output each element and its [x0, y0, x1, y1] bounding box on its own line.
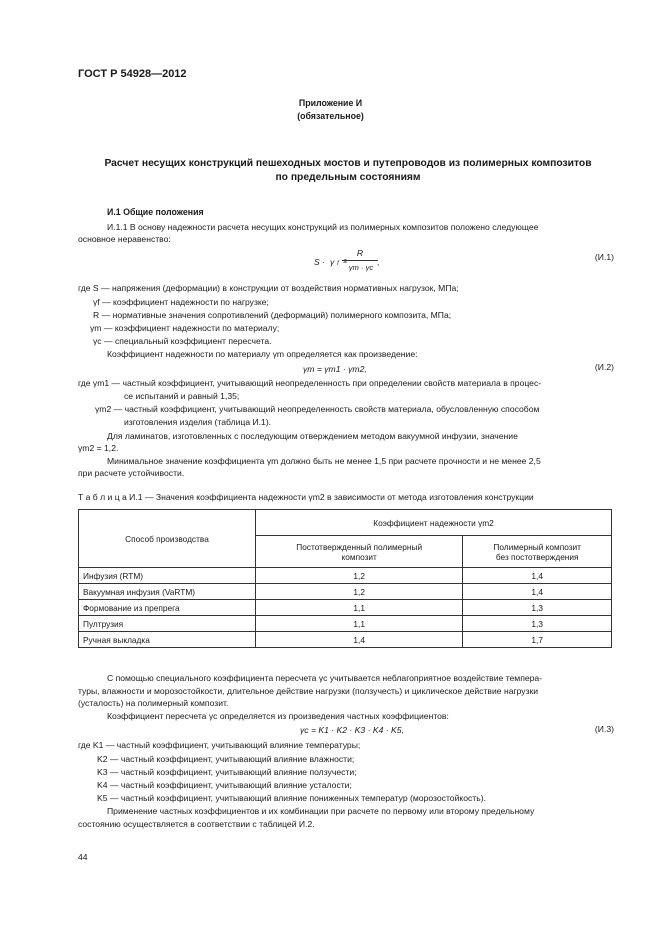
paragraph-line: С помощью специального коэффициента пересчета γc учитывается неблагоприятное воздействие темпера-: [107, 673, 543, 683]
def-line: γc — специальный коэффициент пересчета.: [93, 336, 272, 346]
table-row: Вакуумная инфузия (VaRTM) 1,2 1,4: [79, 584, 612, 600]
def-line: где K1 — частный коэффициент, учитывающий влияние температуры;: [78, 740, 361, 750]
appendix-status: (обязательное): [297, 111, 364, 121]
def-line: K5 — частный коэффициент, учитывающий влияние пониженных температур (морозостойкость).: [97, 793, 486, 803]
paragraph-line: при расчете устойчивости.: [78, 468, 185, 478]
header-col-no-postcure: Полимерный композит без постотверждения: [463, 536, 612, 568]
def-line: γf — коэффициент надежности по нагрузке;: [93, 297, 269, 307]
eq1-sub-f: f: [337, 260, 339, 267]
paragraph-line: туры, влажности и морозостойкости, длительное действие нагрузки (ползучесть) и циклическое действие нагрузки: [78, 686, 539, 696]
def-line: R — нормативные значения сопротивлений (деформаций) полимерного композита, МПа;: [93, 310, 452, 320]
paragraph-line: И.1.1 В основу надежности расчета несущих конструкций из полимерных композитов положено следующее: [107, 222, 539, 232]
eq1-gamma: γ: [330, 257, 335, 267]
paragraph-line: Применение частных коэффициентов и их комбинации при расчете по первому или второму предельному: [107, 806, 535, 816]
table-row: Пултрузия 1,1 1,3: [79, 616, 612, 632]
paragraph-line: Минимальное значение коэффициента γm должно быть не менее 1,5 при расчете прочности и не менее 2,5: [107, 456, 541, 466]
appendix-title: Приложение И: [298, 98, 363, 108]
eq1-lhs: S ·: [314, 257, 325, 267]
eq1-comma: ,: [377, 257, 380, 267]
def-line: изготовления изделия (таблица И.1).: [124, 417, 272, 427]
table-caption: Т а б л и ц а И.1 — Значения коэффициента надежности γm2 в зависимости от метода изготовления конструкции: [78, 492, 534, 502]
def-line: K3 — частный коэффициент, учитывающий влияние ползучести;: [97, 767, 357, 777]
eq2-formula: γm = γm1 · γm2,: [303, 364, 367, 374]
page-number: 44: [78, 852, 88, 862]
def-line: где S — напряжения (деформации) в конструкции от воздействия нормативных нагрузок, МПа;: [78, 283, 459, 293]
table-row: Инфузия (RTM) 1,2 1,4: [79, 568, 612, 584]
eq1-numerator: R: [356, 248, 364, 258]
eq1-number: (И.1): [594, 252, 614, 262]
def-line: се испытаний и равный 1,35;: [124, 391, 240, 401]
paragraph-line: Коэффициент пересчета γc определяется из произведения частных коэффициентов:: [107, 711, 449, 721]
section-heading: И.1 Общие положения: [107, 207, 204, 217]
table-row: Ручная выкладка 1,4 1,7: [79, 632, 612, 648]
eq1-fraction-bar: [342, 260, 378, 261]
eq1-denominator: γm · γc: [348, 263, 374, 272]
eq2-number: (И.2): [594, 362, 614, 372]
eq3-number: (И.3): [594, 724, 614, 734]
eq1-le: ≤: [343, 258, 347, 265]
header-method: Способ производства: [79, 510, 256, 568]
header-coefficient: Коэффициент надежности γm2: [256, 510, 612, 536]
def-line: K4 — частный коэффициент, учитывающий влияние усталости;: [97, 780, 352, 790]
paragraph-line: основное неравенство:: [78, 234, 171, 244]
eq3-formula: γc = K1 · K2 · K3 · K4 · K5,: [300, 725, 404, 735]
header-col-postcured: Постотвержденный полимерный композит: [256, 536, 463, 568]
main-title-line-2: по предельным состояниям: [275, 172, 421, 183]
paragraph-line: (усталость) на полимерный композит.: [78, 698, 229, 708]
table-row: Формование из препрега 1,1 1,3: [79, 600, 612, 616]
def-line: где γm1 — частный коэффициент, учитывающий неопределенность при определении свойств материала в процес-: [78, 378, 542, 388]
paragraph-line: γm2 = 1,2.: [78, 443, 119, 453]
def-line: γm2 — частный коэффициент, учитывающий неопределенность свойств материала, обусловленную способом: [95, 404, 540, 414]
coefficient-table: [78, 509, 612, 648]
paragraph-line: Коэффициент надежности по материалу γm определяется как произведение:: [107, 349, 418, 359]
main-title-line-1: Расчет несущих конструкций пешеходных мостов и путепроводов из полимерных композитов: [104, 158, 592, 169]
def-line: K2 — частный коэффициент, учитывающий влияние влажности;: [97, 754, 355, 764]
paragraph-line: Для ламинатов, изготовленных с последующим отверждением методом вакуумной инфузии, значение: [107, 431, 518, 441]
document-code: ГОСТ Р 54928—2012: [78, 68, 187, 80]
paragraph-line: состоянию осуществляется в соответствии с таблицей И.2.: [78, 819, 315, 829]
def-line: γm — коэффициент надежности по материалу;: [90, 323, 280, 333]
